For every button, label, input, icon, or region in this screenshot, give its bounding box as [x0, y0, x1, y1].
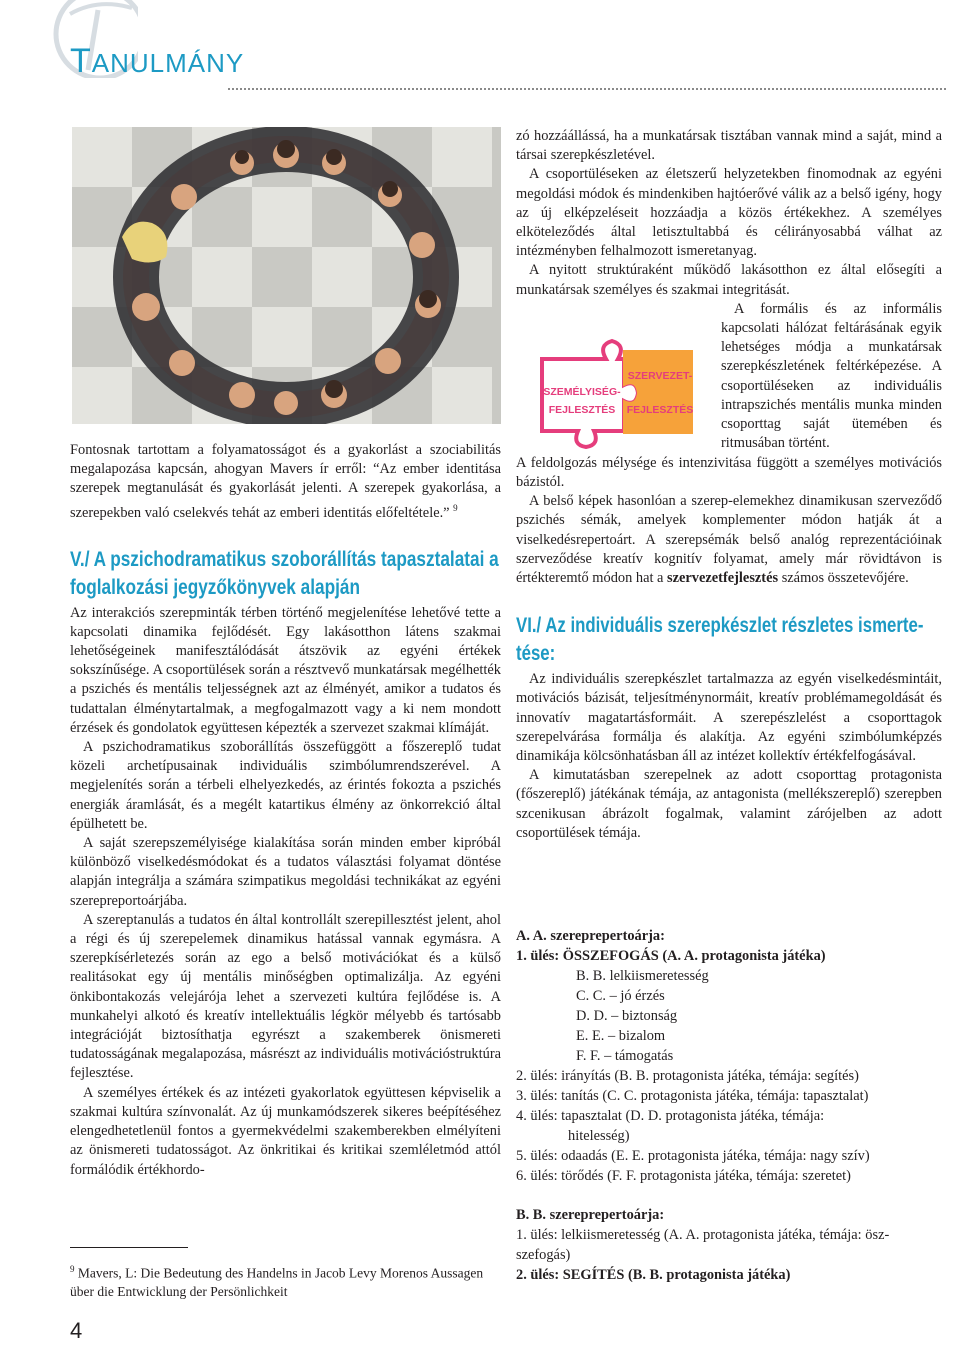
section-6-title: VI./ Az individuális szerepkészlet részletes ismerte- tése:	[516, 614, 924, 666]
list-subitem: F. F. – támogatás	[576, 1048, 674, 1064]
paragraph: A pszichodramatikus szoborállítás összefüggött a főszereplő tudat közeli archetípusainak individuális szimbólumrendszerével. A megjelenítés során a térbeli elhelyezkedés, az érintés fokozta a pszichés energiák áramlását, és a megélt katartikus élmény az önkorrekció által épülhetett be.	[70, 739, 501, 832]
section-5-title: V./ A pszichodramatikus szoborállítás tapasztalatai a foglalkozási jegyzőkönyvek alapján	[70, 547, 499, 599]
list-item: 1. ülés: ÖSSZEFOGÁS (A. A. protagonista játéka)	[516, 948, 826, 964]
paragraph: A nyitott struktúraként működő lakásotthon ez által elősegíti a munkatársak személyes és szakmai integritását.	[516, 262, 942, 298]
footnote-divider	[70, 1247, 188, 1248]
list-item: 6. ülés: törődés (F. F. protagonista játéka, témája: szeretet)	[516, 1168, 851, 1184]
puzzle-left-label-2: FEJLESZTÉS	[548, 404, 616, 416]
right-column	[516, 127, 942, 843]
list-item-continued: szefogás)	[516, 1247, 571, 1263]
page-number: 4	[70, 1318, 83, 1343]
paragraph: zó hozzáállássá, ha a munkatársak tisztában vannak mind a saját, mind a társai szerepkészletével.	[516, 128, 942, 164]
list-item-continued: hitelesség)	[568, 1128, 630, 1144]
list-item: 4. ülés: tapasztalat (D. D. protagonista játéka, témája:	[516, 1108, 825, 1124]
section-header-title: TANULMÁNY	[70, 42, 245, 80]
role-repertoire-b	[516, 1205, 946, 1285]
header-divider	[228, 88, 946, 90]
paragraph: Az individuális szerepkészlet tartalmazza az egyén viselkedésmintáit, motivációs bázisát, teljesítménynormáit, kreatív problémamegoldását és innovatív magatartásformáit. A szerepészlelést a csoporttagok szerepelvárása formálja és alakítja. Az egyéni szimbólumképzés dinamikája kölcsönhatásban áll az intézet kollektív értékfelfogásával.	[516, 671, 942, 765]
paragraph: A formális és az informális kapcsolati hálózat feltárásának egyik lehetséges módja a munkatársak szerepkészletének feltérképezése. A csoportüléseken az individuális intrapszichés mentális munka minden csoporttag saját ütemében és ritmusában történt.	[721, 300, 942, 452]
paragraph: Az interakciós szerepminták térben történő megjelenítése lehetővé tette a kapcsolati dinamika fejlődését. Egy lakásotthon látens szakmai lehetőségeinek manifesztálódását átszövik az egyéni értékek sokszínűsége. A csoportülések során a résztvevő munkatársak megélhették a pszichés és mentális teljességnek azt az élményét, amikor a tudatos és tudattalan élménytartalmak, a megfogalmazott vagy a ki nem mondott érzések és gondolatok együttesen képezték a szervezet szakmai klímáját.	[70, 604, 501, 736]
list-subitem: C. C. – jó érzés	[576, 988, 665, 1004]
group-circle-photo	[72, 127, 501, 424]
left-column	[70, 441, 501, 1180]
list-subitem: D. D. – biztonság	[576, 1008, 678, 1024]
puzzle-left-label: SZEMÉLYISÉG-	[543, 386, 621, 398]
list-item: 3. ülés: tanítás (C. C. protagonista játéka, témája: tapasztalat)	[516, 1088, 869, 1104]
role-repertoire-a	[516, 926, 946, 1186]
paragraph: A belső képek hasonlóan a szerep-elemekhez dinamikusan szerveződő pszichés sémák, amelyek komplementer módon hatják át a viselkedésrepertoárt. A szerepsémák belső analóg reprezentációinak szerveződése kreatív kognitív folyamat, amely már rövidtávon is értékteremtő módon hat a szervezetfejlesztés számos összetevőjére.	[516, 493, 942, 587]
paragraph: A személyes értékek és az intézeti gyakorlatok együttesen képviselik a szakmai kultúra színvonalát. Az új munkamódszerek sikeres beépítéséhez elengedhetetlenül fontos a gyermekvédelmi szakemberekben elmélyíteni az önismereti tudatosságot. Az önkritikai és kritikai szemléletmód attól formálódik értékhordo-	[70, 1084, 501, 1178]
list-heading: A. A. szereprepertoárja:	[516, 928, 665, 944]
puzzle-right-label-2: FEJLESZTÉS	[626, 404, 694, 416]
paragraph: A feldolgozás mélysége és intenzivitása függött a személyes motivációs bázistól.	[516, 454, 942, 491]
paragraph: A csoportüléseken az életszerű helyzetekben finomodnak az egyéni megoldási módok és mindenkiben hajtóerővé válik az a belső igény, hogy az új elképzeléseit hozzáadja a közös értékekhez. A személyes elköteleződés által letisztultabbá és célirányosabbá válhat az intézményben felhalmozott ismeretanyag.	[516, 166, 942, 260]
list-heading: B. B. szereprepertoárja:	[516, 1207, 665, 1223]
puzzle-right-label: SZERVEZET-	[627, 370, 693, 382]
list-subitem: E. E. – bizalom	[576, 1028, 666, 1044]
paragraph: A kimutatásban szerepelnek az adott csoporttag protagonista (főszereplő) játékának témája, az antagonista (mellékszereplő) szerepben szcenikusan ábrázolt fogalmak, valamint zárójelben az adott csoportülések témája.	[516, 767, 942, 841]
list-item: 1. ülés: lelkiismeretesség (A. A. protagonista játéka, témája: ösz-	[516, 1227, 890, 1243]
list-item: 2. ülés: SEGÍTÉS (B. B. protagonista játéka)	[516, 1267, 791, 1283]
footnote: $^9$ Mavers, L: Die Bedeutung des Handelns in Jacob Levy Morenos Aussagen über die Entwicklung der Persönlichkeit	[70, 1264, 484, 1299]
paragraph: A saját szerepszemélyisége kialakítása során minden ember kipróbál különböző viselkedésmódokat és a tudatos választási folyamat döntése alapján integrálja a számára szimpatikus megoldási technikákat az egyéni szerepreportoárjába.	[70, 835, 501, 909]
list-item: 2. ülés: irányítás (B. B. protagonista játéka, témája: segítés)	[516, 1068, 859, 1084]
list-subitem: B. B. lelkiismeretesség	[576, 968, 709, 984]
paragraph: A szereptanulás a tudatos én által kontrollált szerepillesztést jelent, ahol a régi és új szerepelemek dinamikus hatással vannak egymásra. A szerepkísérletezés során az ego a belső motivációkat és a külső realitásokat egy új mentális minőségben optimalizálja. Az egyéni önkibontakozás velejárója lehet a szervezeti kultúra fejlődése is. A munkahelyi alkotó és kreatív intellektuális légkör mélyebb és tartósabb integrációját biztosíthatja egyrészt a szakemberek önismereti tudatosságának megalapozása, másrészt az individuális motivációstruktúra fejlesztése.	[70, 911, 501, 1082]
list-item: 5. ülés: odaadás (E. E. protagonista játéka, témája: nagy szív)	[516, 1148, 870, 1164]
intro-paragraph: Fontosnak tartottam a folyamatosságot és a gyakorlást a szociabilitás megalapozása kapcsán, ahogyan Mavers ír erről: “Az ember identitása szerepek megtanulását és gyakorlását jelenti. A szerepek gyakorlása, a szerepekben való cselekvés tehát az emberi identitás előfeltétele.” $^9$	[70, 442, 501, 521]
